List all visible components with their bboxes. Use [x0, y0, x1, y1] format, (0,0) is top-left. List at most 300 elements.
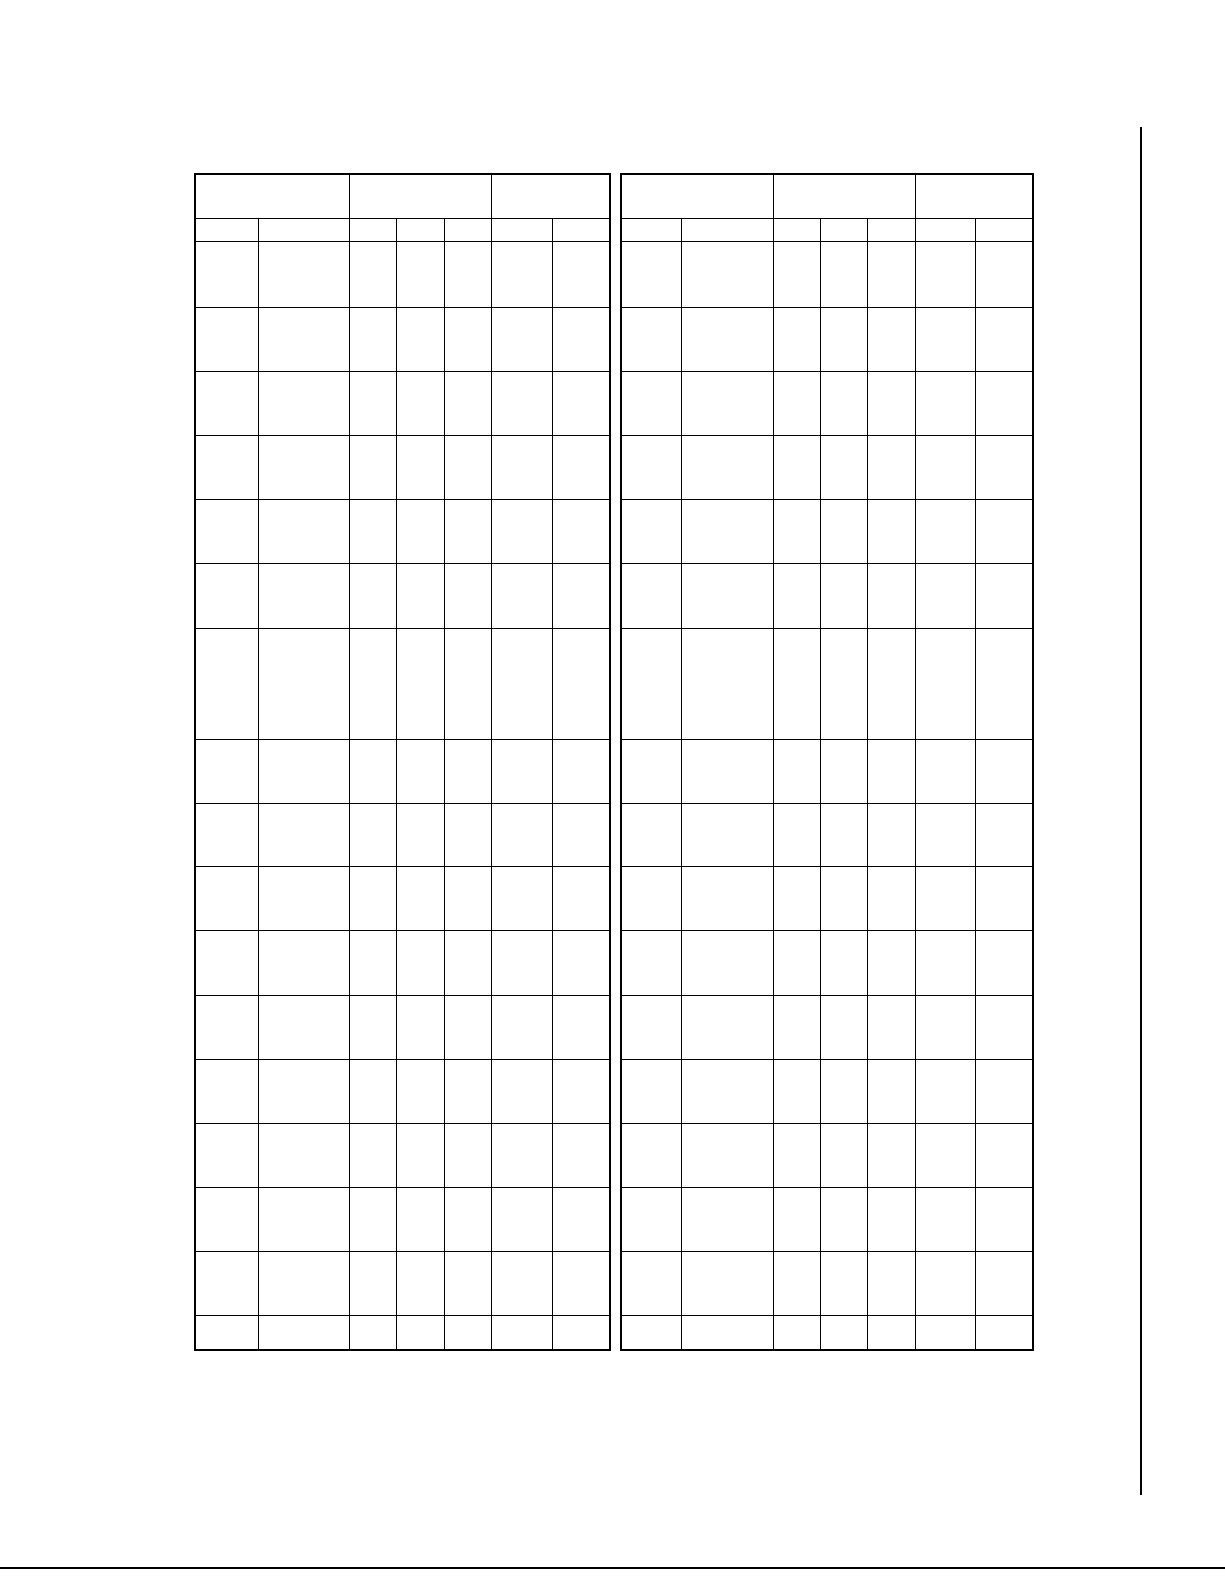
table-cell [396, 1123, 444, 1187]
table-cell [915, 499, 975, 563]
table-cell [195, 307, 258, 371]
table-cell [867, 995, 915, 1059]
table-cell [820, 499, 867, 563]
table-cell [975, 1251, 1033, 1315]
table-cell [621, 435, 681, 499]
table-row [621, 1123, 1033, 1187]
table-cell [349, 1187, 396, 1251]
table-cell [552, 307, 610, 371]
table-cell [258, 563, 349, 628]
table-cell [396, 739, 444, 803]
sub-header-cell [396, 218, 444, 241]
table-cell [820, 995, 867, 1059]
table-cell [349, 1059, 396, 1123]
table-cell [491, 628, 552, 739]
table-cell [444, 866, 491, 930]
table-cell [491, 1315, 552, 1350]
table-cell [915, 1315, 975, 1350]
sub-header-row [195, 218, 610, 241]
table-cell [915, 307, 975, 371]
table-cell [915, 739, 975, 803]
table-cell [258, 435, 349, 499]
table-cell [491, 307, 552, 371]
table-cell [552, 995, 610, 1059]
table-cell [195, 1059, 258, 1123]
table-cell [867, 1123, 915, 1187]
table-row [621, 1251, 1033, 1315]
table-row [195, 995, 610, 1059]
table-cell [195, 739, 258, 803]
table-row [621, 803, 1033, 866]
table-cell [195, 241, 258, 307]
table-cell [444, 1187, 491, 1251]
left-blank-table [194, 173, 611, 1351]
table-cell [444, 241, 491, 307]
table-cell [681, 1315, 773, 1350]
table-cell [681, 739, 773, 803]
table-cell [681, 563, 773, 628]
table-cell [621, 930, 681, 995]
table-cell [444, 499, 491, 563]
table-row [621, 628, 1033, 739]
table-row [195, 1059, 610, 1123]
table-cell [195, 563, 258, 628]
table-cell [773, 930, 820, 995]
table-cell [621, 1315, 681, 1350]
table-cell [975, 1123, 1033, 1187]
sub-header-cell [195, 218, 258, 241]
table-cell [396, 628, 444, 739]
table-cell [349, 371, 396, 435]
table-cell [975, 866, 1033, 930]
table-cell [491, 995, 552, 1059]
table-cell [820, 435, 867, 499]
table-cell [975, 930, 1033, 995]
table-cell [621, 1059, 681, 1123]
table-row [195, 241, 610, 307]
table-cell [396, 803, 444, 866]
table-cell [195, 1315, 258, 1350]
table-cell [820, 241, 867, 307]
table-cell [552, 435, 610, 499]
table-cell [444, 1251, 491, 1315]
table-cell [491, 803, 552, 866]
right-blank-table [620, 173, 1034, 1351]
table-cell [681, 1187, 773, 1251]
table-cell [491, 499, 552, 563]
table-cell [773, 1123, 820, 1187]
sub-header-row [621, 218, 1033, 241]
table-row [621, 1059, 1033, 1123]
table-cell [195, 803, 258, 866]
table-row [195, 307, 610, 371]
table-cell [396, 930, 444, 995]
table-cell [491, 1059, 552, 1123]
table-cell [867, 1059, 915, 1123]
table-cell [396, 307, 444, 371]
table-cell [915, 866, 975, 930]
table-cell [867, 499, 915, 563]
table-cell [867, 739, 915, 803]
table-cell [396, 241, 444, 307]
table-cell [820, 866, 867, 930]
table-cell [491, 1123, 552, 1187]
table-cell [552, 1123, 610, 1187]
right-table-panel [620, 173, 1034, 1351]
table-cell [915, 1187, 975, 1251]
table-cell [552, 563, 610, 628]
group-header-row [621, 174, 1033, 218]
table-cell [552, 739, 610, 803]
table-cell [491, 563, 552, 628]
sub-header-cell [681, 218, 773, 241]
table-cell [621, 563, 681, 628]
table-cell [396, 435, 444, 499]
table-cell [915, 995, 975, 1059]
table-cell [621, 499, 681, 563]
table-cell [195, 995, 258, 1059]
table-cell [258, 1059, 349, 1123]
table-cell [349, 739, 396, 803]
table-cell [820, 739, 867, 803]
table-cell [621, 628, 681, 739]
table-cell [773, 995, 820, 1059]
sub-header-cell [773, 218, 820, 241]
table-row [195, 628, 610, 739]
table-cell [396, 1187, 444, 1251]
table-row [621, 307, 1033, 371]
table-cell [975, 563, 1033, 628]
table-row [621, 930, 1033, 995]
table-cell [773, 866, 820, 930]
table-cell [773, 563, 820, 628]
table-row [195, 499, 610, 563]
table-cell [975, 1059, 1033, 1123]
table-cell [258, 499, 349, 563]
table-cell [915, 1059, 975, 1123]
table-cell [349, 1123, 396, 1187]
table-row [195, 1315, 610, 1350]
group-header-row [195, 174, 610, 218]
table-cell [867, 371, 915, 435]
sub-header-cell [349, 218, 396, 241]
table-cell [258, 307, 349, 371]
table-cell [681, 1059, 773, 1123]
table-cell [867, 1251, 915, 1315]
table-cell [820, 371, 867, 435]
table-cell [258, 371, 349, 435]
group-header-cell [195, 174, 349, 218]
table-cell [349, 499, 396, 563]
table-cell [681, 307, 773, 371]
table-cell [258, 628, 349, 739]
table-cell [396, 371, 444, 435]
table-cell [444, 307, 491, 371]
table-cell [867, 930, 915, 995]
table-cell [820, 1123, 867, 1187]
table-cell [773, 499, 820, 563]
table-cell [444, 1059, 491, 1123]
table-cell [258, 1123, 349, 1187]
table-cell [975, 803, 1033, 866]
table-cell [773, 1059, 820, 1123]
table-cell [258, 930, 349, 995]
table-cell [975, 371, 1033, 435]
table-cell [396, 1059, 444, 1123]
table-cell [773, 1187, 820, 1251]
table-cell [444, 371, 491, 435]
page-bottom-rule [0, 1567, 1225, 1569]
table-cell [773, 307, 820, 371]
table-cell [867, 803, 915, 866]
table-cell [195, 866, 258, 930]
sub-header-cell [820, 218, 867, 241]
table-row [195, 739, 610, 803]
table-row [621, 995, 1033, 1059]
table-cell [491, 371, 552, 435]
table-row [621, 739, 1033, 803]
table-cell [915, 803, 975, 866]
table-cell [258, 866, 349, 930]
left-table-panel [194, 173, 611, 1351]
table-cell [915, 628, 975, 739]
table-cell [396, 1251, 444, 1315]
table-cell [444, 995, 491, 1059]
table-cell [552, 241, 610, 307]
table-cell [621, 1251, 681, 1315]
table-cell [975, 499, 1033, 563]
table-cell [773, 241, 820, 307]
table-cell [195, 371, 258, 435]
table-cell [349, 435, 396, 499]
table-cell [773, 1251, 820, 1315]
table-row [621, 563, 1033, 628]
table-cell [195, 628, 258, 739]
table-row [621, 499, 1033, 563]
sub-header-cell [552, 218, 610, 241]
sub-header-cell [915, 218, 975, 241]
table-cell [396, 499, 444, 563]
table-cell [915, 241, 975, 307]
table-cell [915, 435, 975, 499]
table-cell [444, 739, 491, 803]
table-cell [681, 435, 773, 499]
table-cell [915, 930, 975, 995]
table-cell [349, 563, 396, 628]
table-cell [681, 371, 773, 435]
table-cell [258, 1187, 349, 1251]
table-cell [444, 930, 491, 995]
sub-header-cell [867, 218, 915, 241]
table-cell [491, 241, 552, 307]
table-cell [552, 1059, 610, 1123]
table-cell [975, 241, 1033, 307]
table-cell [773, 628, 820, 739]
table-row [621, 371, 1033, 435]
table-cell [867, 1187, 915, 1251]
table-cell [552, 803, 610, 866]
table-cell [820, 1059, 867, 1123]
table-cell [975, 1187, 1033, 1251]
table-row [195, 803, 610, 866]
table-cell [552, 1315, 610, 1350]
table-cell [867, 241, 915, 307]
table-cell [820, 307, 867, 371]
sub-header-cell [491, 218, 552, 241]
table-row [195, 930, 610, 995]
table-cell [552, 930, 610, 995]
table-cell [621, 1187, 681, 1251]
sub-header-cell [621, 218, 681, 241]
table-cell [681, 499, 773, 563]
table-cell [975, 307, 1033, 371]
table-cell [621, 739, 681, 803]
table-cell [258, 241, 349, 307]
group-header-cell [773, 174, 915, 218]
table-cell [621, 241, 681, 307]
table-row [621, 1315, 1033, 1350]
table-cell [396, 866, 444, 930]
table-cell [349, 307, 396, 371]
table-row [195, 1123, 610, 1187]
table-cell [195, 1187, 258, 1251]
table-cell [552, 866, 610, 930]
table-cell [396, 563, 444, 628]
sub-header-cell [975, 218, 1033, 241]
table-cell [444, 435, 491, 499]
table-cell [491, 1187, 552, 1251]
table-cell [621, 866, 681, 930]
table-cell [258, 1251, 349, 1315]
table-cell [552, 371, 610, 435]
table-cell [915, 1123, 975, 1187]
table-cell [975, 739, 1033, 803]
table-cell [195, 930, 258, 995]
table-cell [975, 435, 1033, 499]
table-cell [258, 739, 349, 803]
group-header-cell [621, 174, 773, 218]
table-cell [773, 371, 820, 435]
table-cell [349, 995, 396, 1059]
table-cell [349, 803, 396, 866]
table-cell [195, 1123, 258, 1187]
table-cell [491, 739, 552, 803]
table-cell [820, 930, 867, 995]
table-cell [681, 241, 773, 307]
table-row [621, 1187, 1033, 1251]
table-row [621, 241, 1033, 307]
table-cell [681, 1251, 773, 1315]
table-cell [444, 1315, 491, 1350]
table-row [195, 1251, 610, 1315]
table-cell [491, 1251, 552, 1315]
table-cell [975, 628, 1033, 739]
table-cell [915, 563, 975, 628]
table-cell [444, 563, 491, 628]
table-cell [444, 628, 491, 739]
table-cell [915, 1251, 975, 1315]
group-header-cell [915, 174, 1033, 218]
table-cell [349, 930, 396, 995]
table-cell [773, 1315, 820, 1350]
table-cell [349, 1251, 396, 1315]
table-cell [195, 1251, 258, 1315]
table-row [621, 435, 1033, 499]
table-cell [681, 995, 773, 1059]
table-cell [349, 628, 396, 739]
table-row [195, 563, 610, 628]
table-cell [491, 930, 552, 995]
table-row [195, 1187, 610, 1251]
table-cell [773, 803, 820, 866]
table-cell [867, 435, 915, 499]
table-cell [867, 628, 915, 739]
table-cell [444, 803, 491, 866]
table-cell [396, 1315, 444, 1350]
table-cell [621, 1123, 681, 1187]
table-cell [552, 628, 610, 739]
table-cell [621, 371, 681, 435]
table-row [195, 435, 610, 499]
table-cell [258, 1315, 349, 1350]
table-cell [552, 1187, 610, 1251]
table-cell [867, 866, 915, 930]
table-cell [773, 435, 820, 499]
table-cell [915, 371, 975, 435]
table-cell [258, 995, 349, 1059]
table-cell [621, 803, 681, 866]
table-cell [867, 563, 915, 628]
table-cell [621, 307, 681, 371]
table-cell [552, 499, 610, 563]
table-cell [491, 866, 552, 930]
table-cell [349, 241, 396, 307]
table-cell [681, 803, 773, 866]
table-cell [195, 499, 258, 563]
sub-header-cell [258, 218, 349, 241]
table-cell [975, 1315, 1033, 1350]
table-cell [773, 739, 820, 803]
table-cell [820, 628, 867, 739]
table-row [621, 866, 1033, 930]
page-margin-rule [1140, 127, 1142, 1495]
table-cell [867, 307, 915, 371]
sub-header-cell [444, 218, 491, 241]
table-cell [975, 995, 1033, 1059]
table-cell [820, 563, 867, 628]
table-cell [195, 435, 258, 499]
table-cell [820, 1251, 867, 1315]
table-cell [396, 995, 444, 1059]
table-cell [820, 1187, 867, 1251]
table-cell [681, 866, 773, 930]
table-cell [820, 803, 867, 866]
table-cell [349, 866, 396, 930]
table-row [195, 371, 610, 435]
table-cell [820, 1315, 867, 1350]
table-cell [258, 803, 349, 866]
group-header-cell [491, 174, 610, 218]
table-cell [552, 1251, 610, 1315]
table-row [195, 866, 610, 930]
table-cell [681, 628, 773, 739]
table-cell [621, 995, 681, 1059]
table-cell [491, 435, 552, 499]
group-header-cell [349, 174, 491, 218]
table-cell [444, 1123, 491, 1187]
table-cell [867, 1315, 915, 1350]
table-cell [349, 1315, 396, 1350]
